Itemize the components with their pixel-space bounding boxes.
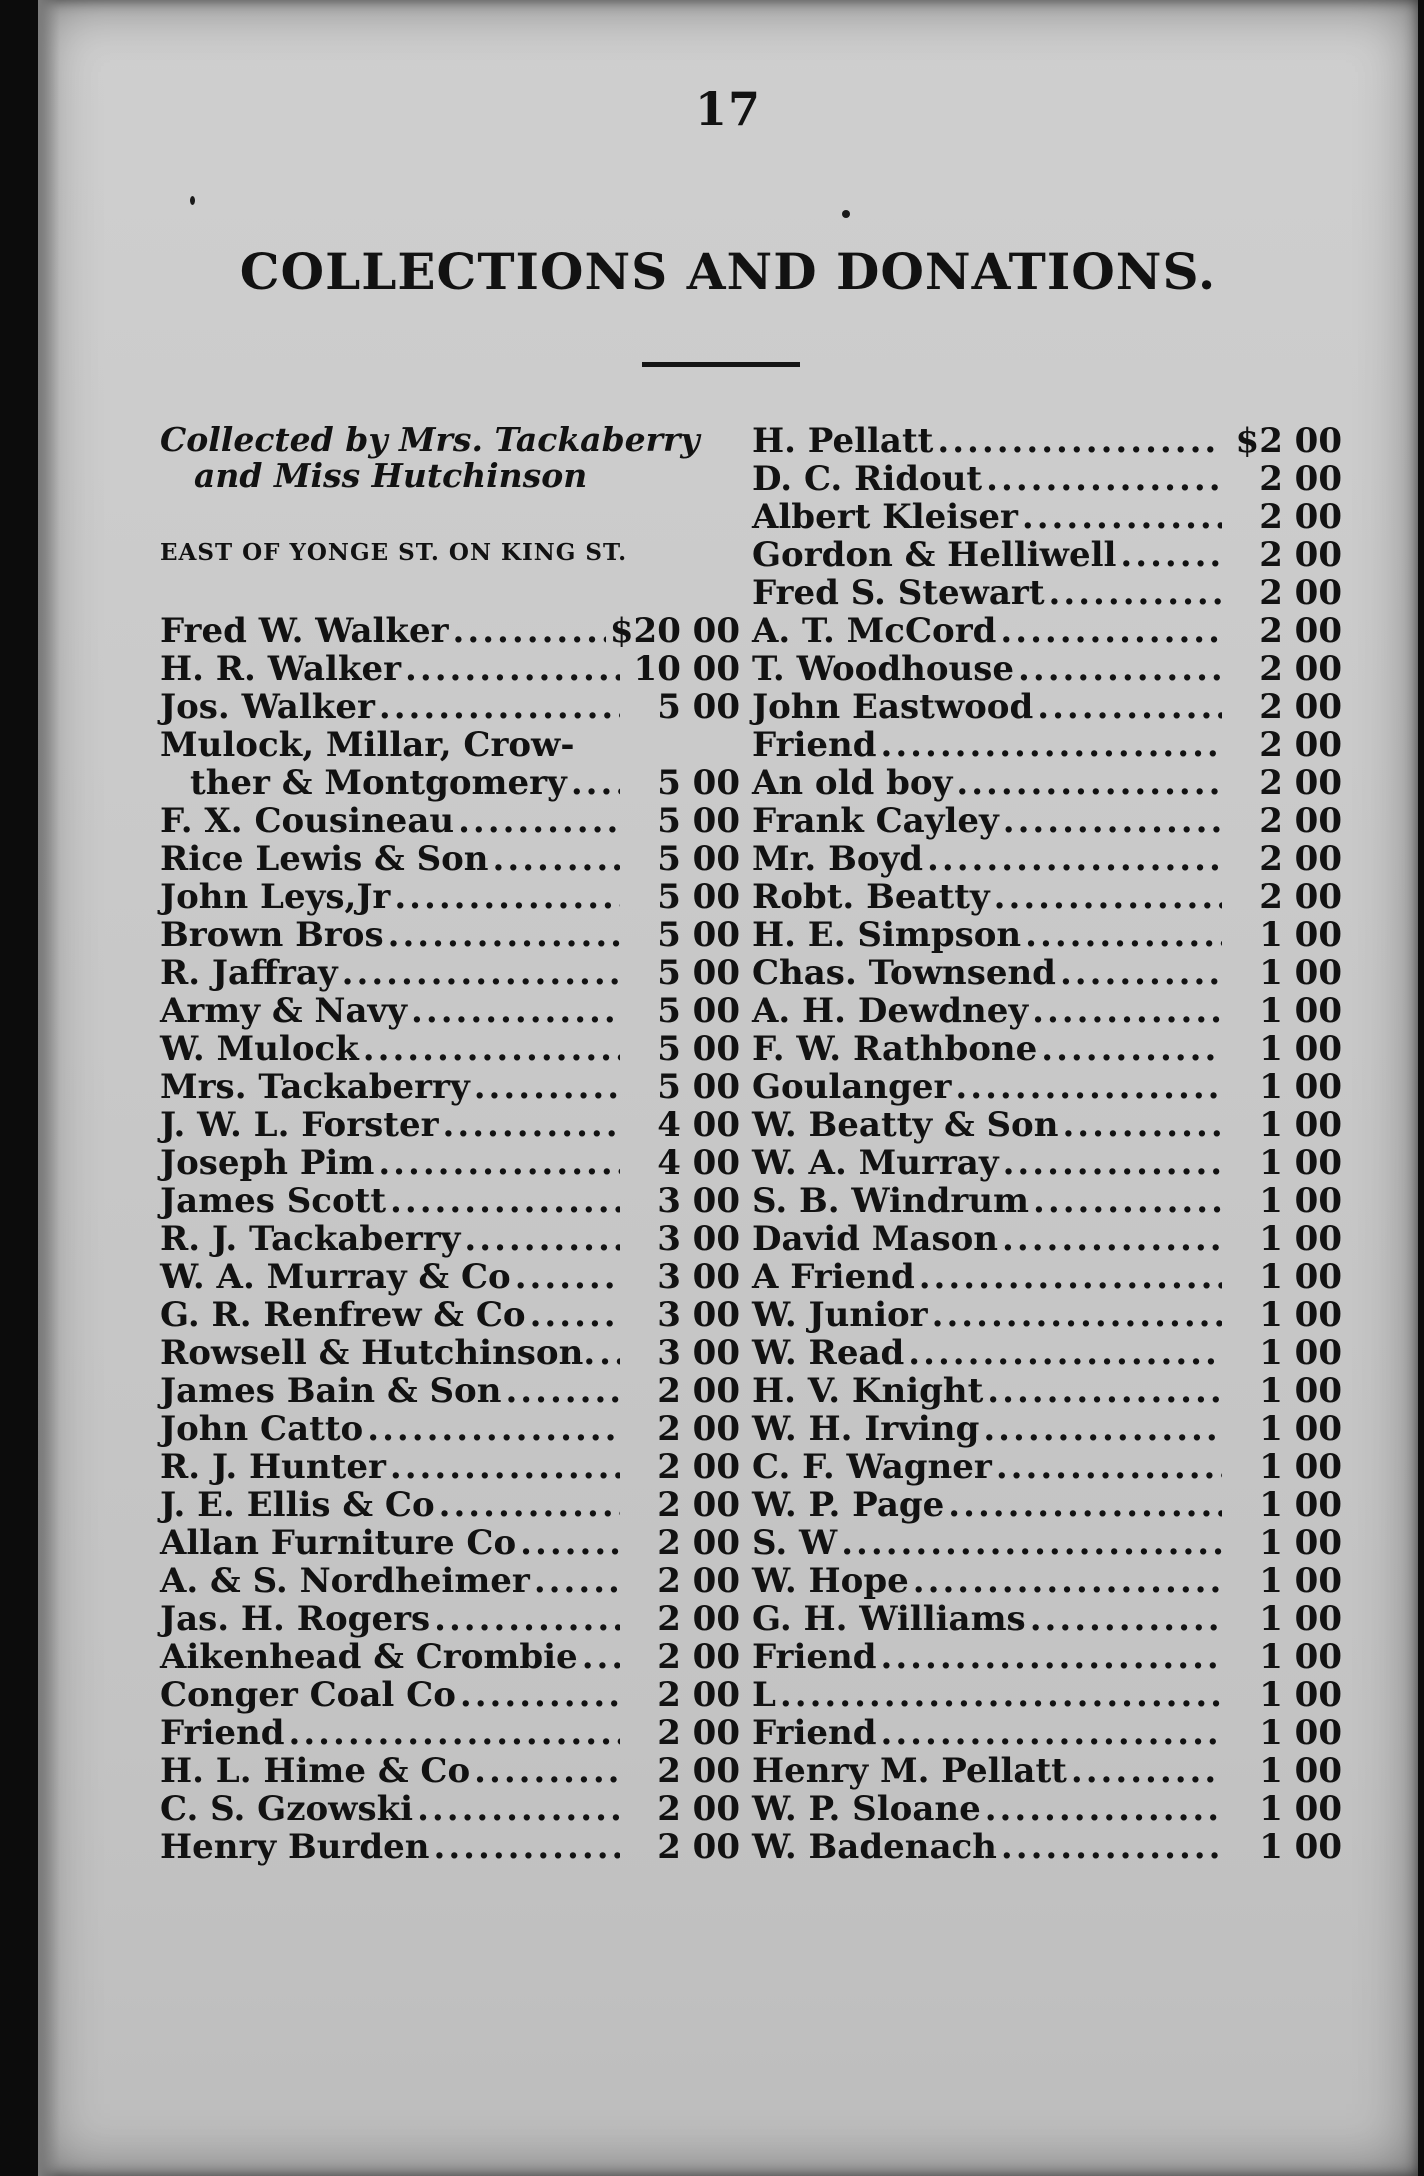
leader-dots: [582, 1638, 620, 1676]
donation-amount: $2 00: [1235, 421, 1342, 461]
ink-speck: [842, 210, 850, 218]
donor-name: Fred S. Stewart: [752, 573, 1045, 613]
leader-dots: [417, 1790, 620, 1828]
donation-amount: 2 00: [657, 1599, 740, 1639]
donation-amount: 1 00: [1259, 915, 1342, 955]
leader-dots: [1025, 916, 1222, 954]
donor-name: John Leys,Jr: [160, 877, 391, 917]
leader-dots: [1003, 802, 1222, 840]
donor-name: L: [752, 1675, 776, 1715]
donor-row: [160, 1676, 740, 1714]
leader-dots: [534, 1562, 620, 1600]
donor-name: Brown Bros: [160, 915, 384, 955]
donation-amount: 5 00: [657, 1067, 740, 1107]
donor-name: Aikenhead & Crombie: [160, 1637, 578, 1677]
donor-row: [160, 1790, 740, 1828]
donor-row: [752, 764, 1342, 802]
donation-amount: 5 00: [657, 991, 740, 1031]
donor-name: W. Badenach: [752, 1827, 997, 1867]
document-page: [38, 0, 1418, 2176]
leader-dots: [919, 1258, 1222, 1296]
leader-dots: [881, 1638, 1223, 1676]
leader-dots: [1032, 992, 1222, 1030]
donor-row: [752, 1600, 1342, 1638]
leader-dots: [983, 1410, 1222, 1448]
donor-row: [752, 1068, 1342, 1106]
leader-dots: [505, 1372, 620, 1410]
donation-amount: 5 00: [657, 687, 740, 727]
donor-row: [160, 1600, 740, 1638]
leader-dots: [464, 1220, 620, 1258]
donation-amount: 3 00: [657, 1219, 740, 1259]
donor-name: Henry M. Pellatt: [752, 1751, 1067, 1791]
donor-row: [160, 1030, 740, 1068]
donor-name: J. W. L. Forster: [160, 1105, 439, 1145]
donor-row: [160, 1372, 740, 1410]
donation-amount: 2 00: [1259, 573, 1342, 613]
donor-name: John Eastwood: [752, 687, 1034, 727]
donation-amount: 1 00: [1259, 1409, 1342, 1449]
donation-amount: 5 00: [657, 953, 740, 993]
donor-name: W. P. Sloane: [752, 1789, 981, 1829]
leader-dots: [986, 460, 1222, 498]
leader-dots: [342, 954, 620, 992]
binding-edge: [38, 0, 60, 2176]
donation-amount: 2 00: [657, 1485, 740, 1525]
donor-row: [160, 1410, 740, 1448]
leader-dots: [1022, 498, 1222, 536]
donation-amount: 2 00: [657, 1523, 740, 1563]
leader-dots: [493, 840, 620, 878]
donor-name: Jas. H. Rogers: [160, 1599, 431, 1639]
leader-dots: [1041, 1030, 1222, 1068]
donation-amount: 1 00: [1259, 1827, 1342, 1867]
leader-dots: [520, 1524, 620, 1562]
donor-row: [752, 498, 1342, 536]
donation-amount: 5 00: [657, 801, 740, 841]
donation-amount: 3 00: [657, 1181, 740, 1221]
donation-amount: 1 00: [1259, 1257, 1342, 1297]
donor-row: [752, 1220, 1342, 1258]
donation-amount: 2 00: [657, 1675, 740, 1715]
donor-row: [752, 574, 1342, 612]
donor-row: [160, 688, 740, 726]
page-number: 17: [694, 82, 761, 136]
donor-name: Rowsell & Hutchinson.: [160, 1333, 596, 1373]
donor-row: [752, 1790, 1342, 1828]
leader-dots: [955, 1068, 1222, 1106]
donor-row: [752, 726, 1342, 764]
leader-dots: [388, 916, 620, 954]
donor-name: H. V. Knight: [752, 1371, 984, 1411]
leader-dots: [378, 1144, 620, 1182]
donor-name: R. J. Tackaberry: [160, 1219, 461, 1259]
donation-amount: 2 00: [1259, 497, 1342, 537]
donation-amount: 1 00: [1259, 1371, 1342, 1411]
leader-dots: [956, 764, 1222, 802]
donor-row: [752, 1410, 1342, 1448]
donation-amount: 1 00: [1259, 953, 1342, 993]
donation-amount: 5 00: [657, 1029, 740, 1069]
leader-dots: [390, 1448, 620, 1486]
donor-row: [160, 916, 740, 954]
leader-dots: [474, 1068, 620, 1106]
leader-dots: [367, 1410, 620, 1448]
donation-amount: 1 00: [1259, 1561, 1342, 1601]
leader-dots: [937, 422, 1222, 460]
donor-name: Jos. Walker: [160, 687, 375, 727]
donor-row: [752, 1638, 1342, 1676]
donor-name: F. X. Cousineau: [160, 801, 455, 841]
donor-row: [160, 1448, 740, 1486]
donor-name: G. H. Williams: [752, 1599, 1026, 1639]
donor-name: D. C. Ridout: [752, 459, 983, 499]
donor-row: [160, 840, 740, 878]
donor-name: A Friend: [752, 1257, 915, 1297]
donor-row: [160, 1828, 740, 1866]
donor-row: [160, 764, 740, 802]
leader-dots: [985, 1790, 1222, 1828]
leader-dots: [363, 1030, 620, 1068]
donor-row: [752, 916, 1342, 954]
leader-dots: [443, 1106, 620, 1144]
donor-row: [752, 1486, 1342, 1524]
donor-name: Albert Kleiser: [752, 497, 1018, 537]
donor-row: [752, 1752, 1342, 1790]
donor-name: S. B. Windrum: [752, 1181, 1030, 1221]
donor-row: [752, 1030, 1342, 1068]
donor-name: An old boy: [752, 763, 953, 803]
donation-amount: 1 00: [1259, 1599, 1342, 1639]
donation-amount: 2 00: [657, 1447, 740, 1487]
donation-amount: 1 00: [1259, 1219, 1342, 1259]
leader-dots: [1037, 688, 1222, 726]
leader-dots: [289, 1714, 621, 1752]
donor-row: [752, 612, 1342, 650]
donor-name: Friend: [160, 1713, 285, 1753]
collector-line-2: and Miss Hutchinson: [194, 456, 588, 495]
donation-amount: 2 00: [1259, 459, 1342, 499]
donor-row: [160, 954, 740, 992]
donation-amount: 1 00: [1259, 1751, 1342, 1791]
leader-dots: [515, 1258, 620, 1296]
donor-row: [752, 1106, 1342, 1144]
leader-dots: [987, 1372, 1222, 1410]
donation-amount: 1 00: [1259, 1523, 1342, 1563]
donor-name: Joseph Pim: [160, 1143, 375, 1183]
right-column: [752, 422, 1342, 1866]
donor-name: W. H. Irving: [752, 1409, 980, 1449]
donor-row: [160, 1144, 740, 1182]
donation-amount: 2 00: [1259, 801, 1342, 841]
donor-name: Mr. Boyd: [752, 839, 924, 879]
leader-dots: [453, 612, 606, 650]
donation-amount: 2 00: [1259, 535, 1342, 575]
donor-name: Friend: [752, 1713, 877, 1753]
donation-amount: 10 00: [633, 649, 740, 689]
donation-amount: 2 00: [657, 1409, 740, 1449]
donor-name: Chas. Townsend: [752, 953, 1056, 993]
donor-row: [160, 1296, 740, 1334]
leader-dots: [1071, 1752, 1222, 1790]
donor-row: [160, 1106, 740, 1144]
donation-amount: 1 00: [1259, 1029, 1342, 1069]
donation-amount: 2 00: [1259, 611, 1342, 651]
donation-amount: 1 00: [1259, 1333, 1342, 1373]
donation-amount: 2 00: [1259, 877, 1342, 917]
leader-dots: [994, 878, 1222, 916]
donor-row: [160, 1752, 740, 1790]
leader-dots: [948, 1486, 1222, 1524]
donor-row: [160, 612, 740, 650]
donation-amount: 5 00: [657, 763, 740, 803]
donor-name: T. Woodhouse: [752, 649, 1015, 689]
donation-amount: 2 00: [1259, 763, 1342, 803]
donor-name: W. Hope: [752, 1561, 909, 1601]
donor-name: W. P. Page: [752, 1485, 945, 1525]
collector-line-1: Collected by Mrs. Tackaberry: [160, 420, 700, 459]
donation-amount: 1 00: [1259, 1447, 1342, 1487]
leader-dots: [1003, 1144, 1222, 1182]
leader-dots: [1000, 612, 1222, 650]
section-heading: EAST OF YONGE ST. ON KING ST.: [160, 539, 628, 566]
leader-dots: [1049, 574, 1222, 612]
donor-row: [752, 992, 1342, 1030]
collector-heading: [160, 422, 740, 494]
donation-amount: 3 00: [657, 1295, 740, 1335]
donor-name: Rice Lewis & Son: [160, 839, 489, 879]
donor-row: [752, 536, 1342, 574]
donor-row: [160, 1220, 740, 1258]
title-divider: [642, 362, 800, 367]
donation-amount: 3 00: [657, 1257, 740, 1297]
donor-row: [160, 1334, 740, 1372]
donation-amount: 5 00: [657, 877, 740, 917]
donor-row: [752, 1448, 1342, 1486]
donor-name: G. R. Renfrew & Co: [160, 1295, 526, 1335]
donation-amount: 4 00: [657, 1105, 740, 1145]
donation-amount: 5 00: [657, 915, 740, 955]
donation-amount: 2 00: [657, 1561, 740, 1601]
donor-name: Army & Navy: [160, 991, 408, 1031]
donation-amount: 2 00: [657, 1789, 740, 1829]
left-donor-list: [160, 612, 740, 1866]
donor-name: Goulanger: [752, 1067, 952, 1107]
donor-row: [752, 1144, 1342, 1182]
donor-row: [160, 992, 740, 1030]
donor-name: A. H. Dewdney: [752, 991, 1029, 1031]
leader-dots: [411, 992, 620, 1030]
donation-amount: 1 00: [1259, 1181, 1342, 1221]
donor-name: Friend: [752, 725, 877, 765]
donor-name: James Scott: [160, 1181, 387, 1221]
donation-amount: 1 00: [1259, 1789, 1342, 1829]
donor-name: H. L. Hime & Co: [160, 1751, 471, 1791]
donor-row: [752, 1372, 1342, 1410]
donor-row: [160, 878, 740, 916]
leader-dots: [394, 878, 620, 916]
donor-name: W. Mulock: [160, 1029, 359, 1069]
donation-amount: 1 00: [1259, 1675, 1342, 1715]
leader-dots: [458, 802, 620, 840]
leader-dots: [1033, 1182, 1222, 1220]
leader-dots: [405, 650, 620, 688]
donor-row: [752, 1562, 1342, 1600]
donor-name: Fred W. Walker: [160, 611, 449, 651]
donation-amount: 1 00: [1259, 1713, 1342, 1753]
leader-dots: [433, 1828, 620, 1866]
donation-amount: 1 00: [1259, 991, 1342, 1031]
donor-name: Mrs. Tackaberry: [160, 1067, 470, 1107]
page-title: COLLECTIONS AND DONATIONS.: [239, 242, 1217, 301]
donor-row: [160, 1714, 740, 1752]
donor-name: R. Jaffray: [160, 953, 338, 993]
donor-row: [752, 1524, 1342, 1562]
donor-row: [160, 1258, 740, 1296]
donor-row: [752, 1182, 1342, 1220]
leader-dots: [913, 1562, 1222, 1600]
leader-dots: [1060, 954, 1222, 992]
donor-row: [752, 954, 1342, 992]
donor-row: [752, 460, 1342, 498]
donation-amount: 2 00: [1259, 725, 1342, 765]
donor-name: A. T. McCord: [752, 611, 997, 651]
donor-name: W. Beatty & Son: [752, 1105, 1059, 1145]
donor-name: Conger Coal Co: [160, 1675, 456, 1715]
leader-dots: [460, 1676, 620, 1714]
donor-name: F. W. Rathbone: [752, 1029, 1038, 1069]
donor-name: John Catto: [160, 1409, 364, 1449]
leader-dots: [881, 726, 1223, 764]
donor-row: [752, 878, 1342, 916]
donation-amount: 3 00: [657, 1333, 740, 1373]
leader-dots: [530, 1296, 620, 1334]
donor-row: [160, 726, 740, 764]
donation-amount: 5 00: [657, 839, 740, 879]
donation-amount: 1 00: [1259, 1485, 1342, 1525]
leader-dots: [881, 1714, 1223, 1752]
donor-name: James Bain & Son: [160, 1371, 502, 1411]
donor-name: David Mason: [752, 1219, 999, 1259]
leader-dots: [1018, 650, 1222, 688]
donor-name: W. A. Murray & Co: [160, 1257, 511, 1297]
donor-name: C. S. Gzowski: [160, 1789, 414, 1829]
leader-dots: [996, 1448, 1222, 1486]
donor-name: Friend: [752, 1637, 877, 1677]
leader-dots: [434, 1600, 620, 1638]
donor-row: [160, 1524, 740, 1562]
donation-amount: 2 00: [657, 1713, 740, 1753]
leader-dots: [390, 1182, 620, 1220]
leader-dots: [1062, 1106, 1222, 1144]
donor-row: [752, 840, 1342, 878]
donor-row: [752, 422, 1342, 460]
donor-name: A. & S. Nordheimer: [160, 1561, 530, 1601]
donation-amount: 2 00: [657, 1637, 740, 1677]
donor-row: [160, 1182, 740, 1220]
donation-amount: 1 00: [1259, 1105, 1342, 1145]
donor-name: Allan Furniture Co: [160, 1523, 517, 1563]
ink-speck: [190, 196, 195, 205]
leader-dots: [1120, 536, 1222, 574]
donor-row: [160, 1486, 740, 1524]
donation-amount: 2 00: [1259, 839, 1342, 879]
donor-row: [160, 802, 740, 840]
donor-name: S. W: [752, 1523, 838, 1563]
donor-name: Frank Cayley: [752, 801, 999, 841]
donor-row: [752, 650, 1342, 688]
donation-amount: 1 00: [1259, 1295, 1342, 1335]
donation-amount: 1 00: [1259, 1067, 1342, 1107]
leader-dots: [439, 1486, 620, 1524]
donor-name: J. E. Ellis & Co: [160, 1485, 435, 1525]
leader-dots: [1002, 1220, 1222, 1258]
donor-row: [752, 1714, 1342, 1752]
donor-row: [160, 1562, 740, 1600]
donor-name: Gordon & Helliwell: [752, 535, 1117, 575]
leader-dots: [571, 764, 620, 802]
donation-amount: 2 00: [657, 1827, 740, 1867]
donor-row: [160, 650, 740, 688]
donation-amount: 2 00: [657, 1751, 740, 1791]
donor-row: [752, 1296, 1342, 1334]
donor-name: H. R. Walker: [160, 649, 402, 689]
donation-amount: 4 00: [657, 1143, 740, 1183]
leader-dots: [474, 1752, 620, 1790]
donor-name: Mulock, Millar, Crow-: [160, 725, 575, 765]
donation-amount: 2 00: [1259, 687, 1342, 727]
donor-name: H. Pellatt: [752, 421, 934, 461]
donor-name: W. Junior: [752, 1295, 928, 1335]
donation-amount: 1 00: [1259, 1143, 1342, 1183]
donor-row: [752, 1676, 1342, 1714]
donation-amount: 1 00: [1259, 1637, 1342, 1677]
donor-name: Robt. Beatty: [752, 877, 990, 917]
left-column: [160, 422, 740, 1866]
donor-name: H. E. Simpson: [752, 915, 1022, 955]
donation-amount: $20 00: [609, 611, 740, 651]
leader-dots: [379, 688, 620, 726]
donor-row: [160, 1638, 740, 1676]
donation-amount: 2 00: [657, 1371, 740, 1411]
donation-amount: 2 00: [1259, 649, 1342, 689]
donor-name: Henry Burden: [160, 1827, 430, 1867]
donor-row: [752, 1334, 1342, 1372]
right-donor-list: [752, 422, 1342, 1866]
leader-dots: [841, 1524, 1222, 1562]
donor-name: W. A. Murray: [752, 1143, 999, 1183]
leader-dots: [908, 1334, 1222, 1372]
donor-name: ther & Montgomery: [190, 763, 567, 803]
leader-dots: [780, 1676, 1222, 1714]
donor-name: R. J. Hunter: [160, 1447, 386, 1487]
donor-name: C. F. Wagner: [752, 1447, 992, 1487]
donor-name: W. Read: [752, 1333, 905, 1373]
leader-dots: [932, 1296, 1222, 1334]
leader-dots: [1030, 1600, 1222, 1638]
donor-row: [752, 802, 1342, 840]
donor-row: [160, 1068, 740, 1106]
donor-row: [752, 1828, 1342, 1866]
donor-row: [752, 1258, 1342, 1296]
leader-dots: [599, 1334, 620, 1372]
donor-row: [752, 688, 1342, 726]
leader-dots: [927, 840, 1222, 878]
leader-dots: [1001, 1828, 1222, 1866]
